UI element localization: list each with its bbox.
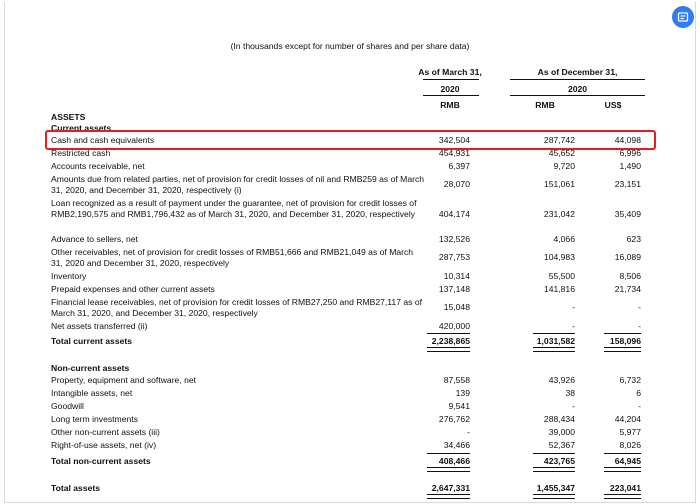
value-dec-2020-usd: 44,098	[614, 135, 641, 145]
value-dec-2020-rmb: 55,500	[548, 271, 575, 281]
value-dec-2020-rmb: 9,720	[553, 161, 575, 171]
value-dec-2020-usd: -	[638, 302, 641, 312]
value-dec-2020-rmb: -	[572, 401, 575, 411]
double-rule	[533, 494, 575, 499]
value-dec-2020-usd: 21,734	[614, 284, 641, 294]
row-label: Total current assets	[51, 336, 133, 346]
double-rule	[427, 467, 470, 472]
value-dec-2020-rmb: 1,455,347	[536, 483, 575, 493]
row-label: Cash and cash equivalents	[51, 135, 155, 145]
value-dec-2020-usd: 6,996	[619, 148, 641, 158]
value-dec-2020-usd: 6	[636, 388, 641, 398]
value-march-2020: 9,541	[448, 401, 470, 411]
value-dec-2020-rmb: 52,367	[548, 440, 575, 450]
value-dec-2020-rmb: 1,031,582	[536, 336, 575, 346]
value-march-2020: 6,397	[448, 161, 470, 171]
value-march-2020: 342,504	[438, 135, 470, 145]
header-rule	[510, 95, 645, 96]
double-rule	[604, 467, 641, 472]
value-dec-2020-usd: 35,409	[614, 209, 641, 219]
value-march-2020: 87,558	[443, 375, 470, 385]
row-label: Goodwill	[51, 401, 84, 411]
double-rule	[533, 347, 575, 352]
value-dec-2020-usd: 623	[626, 234, 641, 244]
double-rule	[427, 494, 470, 499]
value-march-2020: 34,466	[443, 440, 470, 450]
double-rule	[533, 467, 575, 472]
row-label: Right-of-use assets, net (iv)	[51, 440, 157, 450]
value-dec-2020-rmb: 288,434	[543, 414, 575, 424]
row-label: Other receivables, net of provision for credit losses of RMB51,666 and RMB21,049 as of March 31, 2020 and December 31, 2020, respectively	[51, 247, 414, 268]
row-label: Loan recognized as a result of payment under the guarantee, net of provision for credit losses of RMB2,190,575 and RMB1,796,432 as of March 31, 2020, and December 31, 2020, respectively	[51, 198, 417, 219]
row-label: Total non-current assets	[51, 456, 151, 466]
col-header-march-year: 2020	[440, 84, 460, 94]
value-dec-2020-usd: 23,151	[614, 179, 641, 189]
value-march-2020: 139	[455, 388, 470, 398]
value-dec-2020-usd: 158,096	[609, 336, 641, 346]
value-march-2020: 454,931	[438, 148, 470, 158]
subtotal-rule	[604, 453, 641, 454]
value-march-2020: 404,174	[438, 209, 470, 219]
col-header-march: As of March 31,	[418, 67, 482, 77]
value-dec-2020-rmb: 45,652	[548, 148, 575, 158]
row-label: Intangible assets, net	[51, 388, 133, 398]
value-dec-2020-usd: 44,204	[614, 414, 641, 424]
value-dec-2020-rmb: 4,066	[553, 234, 575, 244]
value-dec-2020-usd: 6,732	[619, 375, 641, 385]
value-dec-2020-usd: 1,490	[619, 161, 641, 171]
value-dec-2020-usd: 8,026	[619, 440, 641, 450]
subtotal-rule	[604, 333, 641, 334]
value-dec-2020-usd: 8,506	[619, 271, 641, 281]
header-rule	[423, 79, 479, 80]
row-label: Amounts due from related parties, net of provision for credit losses of nil and RMB259 as of March 31, 2020, and December 31, 2020, respectively (i)	[51, 174, 425, 195]
col-header-december-usd: US$	[604, 100, 622, 110]
subtotal-rule	[533, 453, 575, 454]
noncurrent-assets-heading: Non-current assets	[51, 363, 130, 373]
units-caption: (In thousands except for number of shares and per share data)	[230, 41, 470, 51]
col-header-december-year: 2020	[567, 84, 588, 94]
subtotal-rule	[427, 453, 470, 454]
subtotal-rule	[533, 333, 575, 334]
subtotal-rule	[427, 333, 470, 334]
double-rule	[427, 347, 470, 352]
value-dec-2020-usd: 16,089	[614, 252, 641, 262]
value-dec-2020-rmb: 104,983	[543, 252, 575, 262]
row-label: Financial lease receivables, net of provision for credit losses of RMB27,250 and RMB27,117 as of March 31, 2020, and December 31, 2020, respectively	[51, 297, 422, 318]
expand-button[interactable]	[672, 6, 694, 28]
value-dec-2020-rmb: 38	[565, 388, 575, 398]
value-march-2020: 408,466	[438, 456, 470, 466]
double-rule	[604, 347, 641, 352]
value-dec-2020-usd: 223,041	[609, 483, 641, 493]
value-dec-2020-rmb: 43,926	[548, 375, 575, 385]
value-dec-2020-usd: 64,945	[614, 456, 641, 466]
value-march-2020: -	[467, 427, 470, 437]
value-march-2020: 420,000	[438, 321, 470, 331]
col-header-march-currency: RMB	[440, 100, 460, 110]
value-dec-2020-rmb: 423,765	[543, 456, 575, 466]
row-label: Long term investments	[51, 414, 138, 424]
value-dec-2020-rmb: -	[572, 302, 575, 312]
row-label: Inventory	[51, 271, 87, 281]
header-rule	[423, 95, 479, 96]
row-label: Prepaid expenses and other current assets	[51, 284, 215, 294]
col-header-december-rmb: RMB	[535, 100, 555, 110]
expand-icon	[677, 11, 689, 23]
col-header-december: As of December 31,	[537, 67, 618, 77]
row-label: Restricted cash	[51, 148, 111, 158]
value-dec-2020-rmb: 39,000	[548, 427, 575, 437]
row-label: Other non-current assets (iii)	[51, 427, 160, 437]
value-march-2020: 15,048	[443, 302, 470, 312]
row-label: Accounts receivable, net	[51, 161, 145, 171]
value-dec-2020-rmb: -	[572, 321, 575, 331]
value-march-2020: 137,148	[438, 284, 470, 294]
value-dec-2020-rmb: 231,042	[543, 209, 575, 219]
header-rule	[510, 79, 645, 80]
current-assets-heading: Current assets	[51, 123, 112, 131]
value-march-2020: 10,314	[443, 271, 470, 281]
value-dec-2020-usd: -	[638, 321, 641, 331]
row-label: Total assets	[51, 483, 101, 493]
value-dec-2020-rmb: 287,742	[543, 135, 575, 145]
assets-heading: ASSETS	[51, 112, 86, 122]
value-march-2020: 28,070	[443, 179, 470, 189]
value-march-2020: 276,762	[438, 414, 470, 424]
value-dec-2020-rmb: 141,816	[543, 284, 575, 294]
value-dec-2020-rmb: 151,061	[543, 179, 575, 189]
value-dec-2020-usd: 5,977	[619, 427, 641, 437]
row-label: Net assets transferred (ii)	[51, 321, 148, 331]
value-march-2020: 2,238,865	[431, 336, 470, 346]
row-label: Advance to sellers, net	[51, 234, 138, 244]
double-rule	[604, 494, 641, 499]
value-march-2020: 2,647,331	[431, 483, 470, 493]
value-march-2020: 287,753	[438, 252, 470, 262]
value-dec-2020-usd: -	[638, 401, 641, 411]
row-label: Property, equipment and software, net	[51, 375, 197, 385]
value-march-2020: 132,526	[438, 234, 470, 244]
